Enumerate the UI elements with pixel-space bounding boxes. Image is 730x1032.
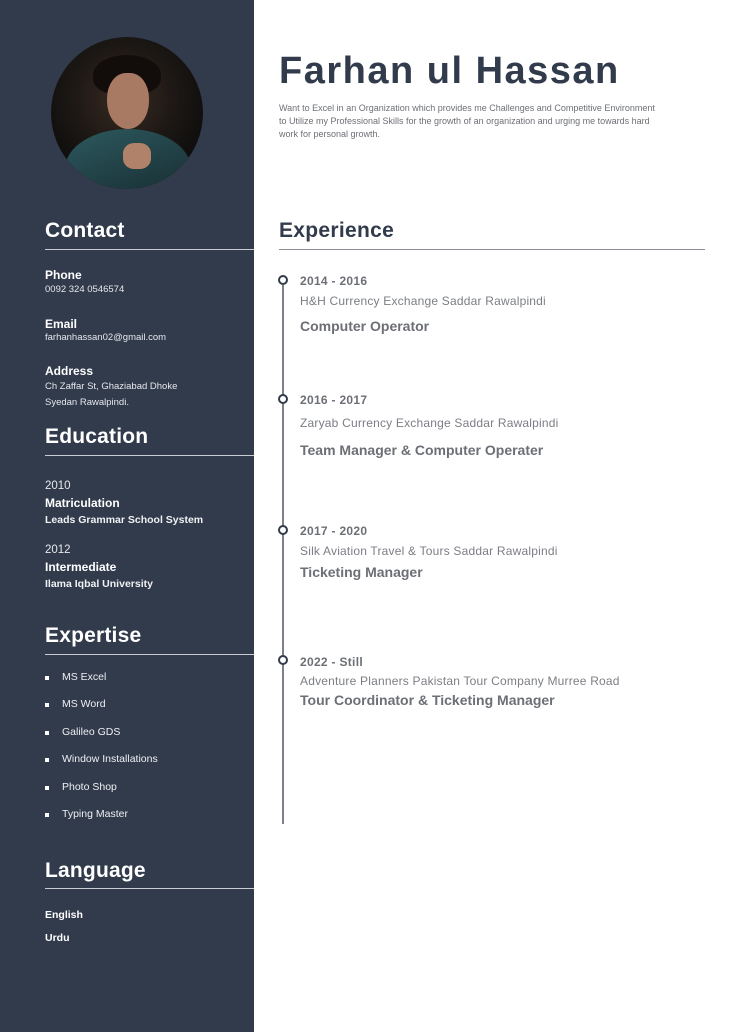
list-item: [45, 753, 158, 780]
bullet-icon: [45, 703, 49, 707]
page-title: Farhan ul Hassan: [279, 50, 620, 92]
list-item: [45, 671, 158, 698]
education-heading: Education: [45, 425, 149, 448]
sidebar: [0, 0, 254, 1032]
experience-company: Zaryab Currency Exchange Saddar Rawalpindi: [300, 416, 559, 430]
list-item: [45, 808, 158, 835]
address-value: Ch Zaffar St, Ghaziabad Dhoke Syedan Rawalpindi.: [45, 381, 178, 408]
phone-value: 0092 324 0546574: [45, 284, 125, 295]
expertise-label: Photo Shop: [62, 780, 117, 793]
expertise-label: Window Installations: [62, 753, 158, 766]
experience-heading: Experience: [279, 219, 395, 242]
timeline-dot-icon: [278, 394, 288, 404]
expertise-label: MS Excel: [62, 671, 107, 683]
education-school: Ilama Iqbal University: [45, 578, 153, 590]
experience-title: Ticketing Manager: [300, 564, 423, 580]
experience-years: 2016 - 2017: [300, 393, 368, 407]
experience-years: 2017 - 2020: [300, 524, 368, 538]
language-heading: Language: [45, 859, 146, 882]
email-label: Email: [45, 317, 78, 331]
list-item: [45, 726, 158, 753]
education-divider: [45, 455, 254, 456]
expertise-list: [45, 671, 158, 835]
experience-years: 2014 - 2016: [300, 274, 368, 288]
profile-photo: [51, 37, 203, 189]
timeline-line: [282, 285, 284, 824]
timeline-dot-icon: [278, 275, 288, 285]
email-value: farhanhassan02@gmail.com: [45, 332, 167, 343]
bullet-icon: [45, 813, 49, 817]
education-school: Leads Grammar School System: [45, 514, 204, 526]
experience-divider: [279, 249, 705, 250]
phone-label: Phone: [45, 268, 82, 282]
bullet-icon: [45, 676, 49, 680]
bullet-icon: [45, 731, 49, 735]
expertise-heading: Expertise: [45, 624, 142, 647]
experience-company: Silk Aviation Travel & Tours Saddar Rawalpindi: [300, 544, 558, 558]
expertise-label: Typing Master: [62, 807, 128, 820]
career-objective: Want to Excel in an Organization which provides me Challenges and Competitive Environment to Utilize my Professional Skills for the growth of an organization and urging me towards hard work for personal growth.: [279, 103, 655, 139]
education-year: 2012: [45, 544, 71, 556]
experience-title: Computer Operator: [300, 318, 430, 334]
contact-heading: Contact: [45, 219, 125, 242]
contact-divider: [45, 249, 254, 250]
expertise-label: MS Word: [62, 698, 106, 711]
expertise-label: Galileo GDS: [62, 725, 121, 738]
list-item: [45, 698, 158, 725]
experience-company: Adventure Planners Pakistan Tour Company Murree Road: [300, 674, 620, 688]
photo-face: [107, 73, 149, 129]
education-degree: Intermediate: [45, 560, 117, 574]
bullet-icon: [45, 786, 49, 790]
photo-hand: [123, 143, 151, 169]
timeline-dot-icon: [278, 525, 288, 535]
education-degree: Matriculation: [45, 496, 120, 510]
language-divider: [45, 888, 254, 889]
list-item: [45, 781, 158, 808]
language-item: Urdu: [45, 932, 70, 944]
timeline-dot-icon: [278, 655, 288, 665]
expertise-divider: [45, 654, 254, 655]
experience-company: H&H Currency Exchange Saddar Rawalpindi: [300, 294, 546, 308]
experience-title: Tour Coordinator & Ticketing Manager: [300, 692, 555, 708]
experience-title: Team Manager & Computer Operater: [300, 442, 544, 458]
experience-years: 2022 - Still: [300, 655, 363, 669]
address-label: Address: [45, 364, 94, 378]
education-year: 2010: [45, 480, 71, 492]
bullet-icon: [45, 758, 49, 762]
language-item: English: [45, 909, 83, 921]
